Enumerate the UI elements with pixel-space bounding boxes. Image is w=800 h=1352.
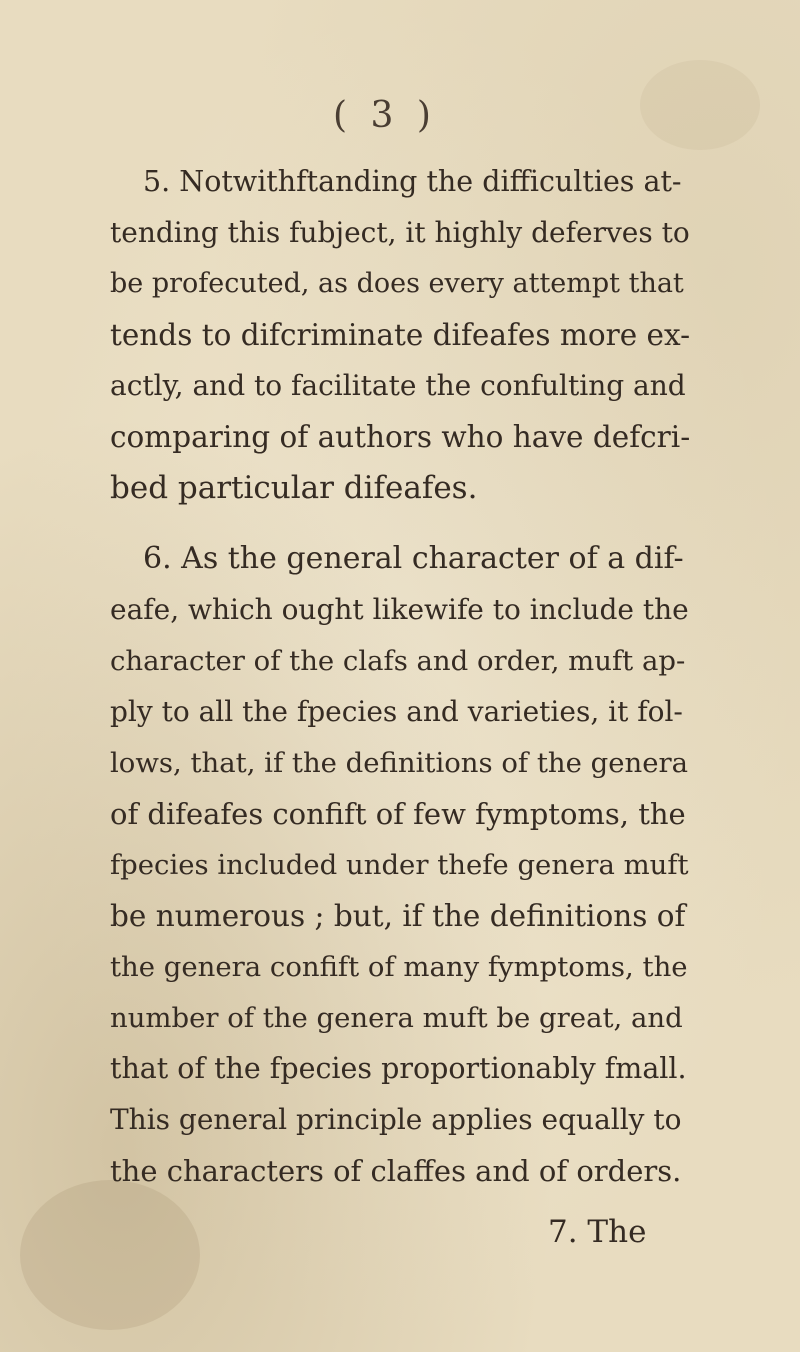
text-line: the characters of claffes and of orders. bbox=[110, 1154, 682, 1188]
text-line: This general principle applies equally to bbox=[110, 1103, 682, 1136]
text-line: ply to all the fpecies and varieties, it fol- bbox=[110, 695, 683, 728]
page-number: ( 3 ) bbox=[333, 95, 437, 136]
text-line: tending this fubject, it highly deferves to bbox=[110, 216, 690, 249]
text-line: that of the fpecies proportionably fmall. bbox=[110, 1052, 687, 1085]
paper-stain bbox=[640, 60, 760, 150]
text-line: bed particular difeafes. bbox=[110, 470, 478, 506]
catchword: 7. The bbox=[548, 1214, 647, 1250]
paper-stain bbox=[20, 1180, 200, 1330]
text-line: number of the genera muft be great, and bbox=[110, 1002, 683, 1034]
text-line: comparing of authors who have defcri- bbox=[110, 420, 691, 454]
text-line: lows, that, if the definitions of the genera bbox=[110, 747, 689, 779]
text-line: be profecuted, as does every attempt that bbox=[110, 268, 684, 299]
text-line: tends to difcriminate difeafes more ex- bbox=[110, 318, 691, 352]
text-line: fpecies included under thefe genera muft bbox=[110, 849, 689, 881]
text-line: be numerous ; but, if the definitions of bbox=[110, 899, 686, 933]
text-line: character of the clafs and order, muft ap- bbox=[110, 645, 686, 677]
text-line: the genera confift of many fymptoms, the bbox=[110, 951, 688, 983]
text-line: eafe, which ought likewife to include the bbox=[110, 593, 689, 626]
text-line: 5. Notwithftanding the difficulties at- bbox=[143, 165, 682, 198]
text-line: actly, and to facilitate the confulting and bbox=[110, 369, 686, 402]
text-line: of difeafes confift of few fymptoms, the bbox=[110, 797, 686, 831]
text-line: 6. As the general character of a dif- bbox=[143, 541, 684, 576]
